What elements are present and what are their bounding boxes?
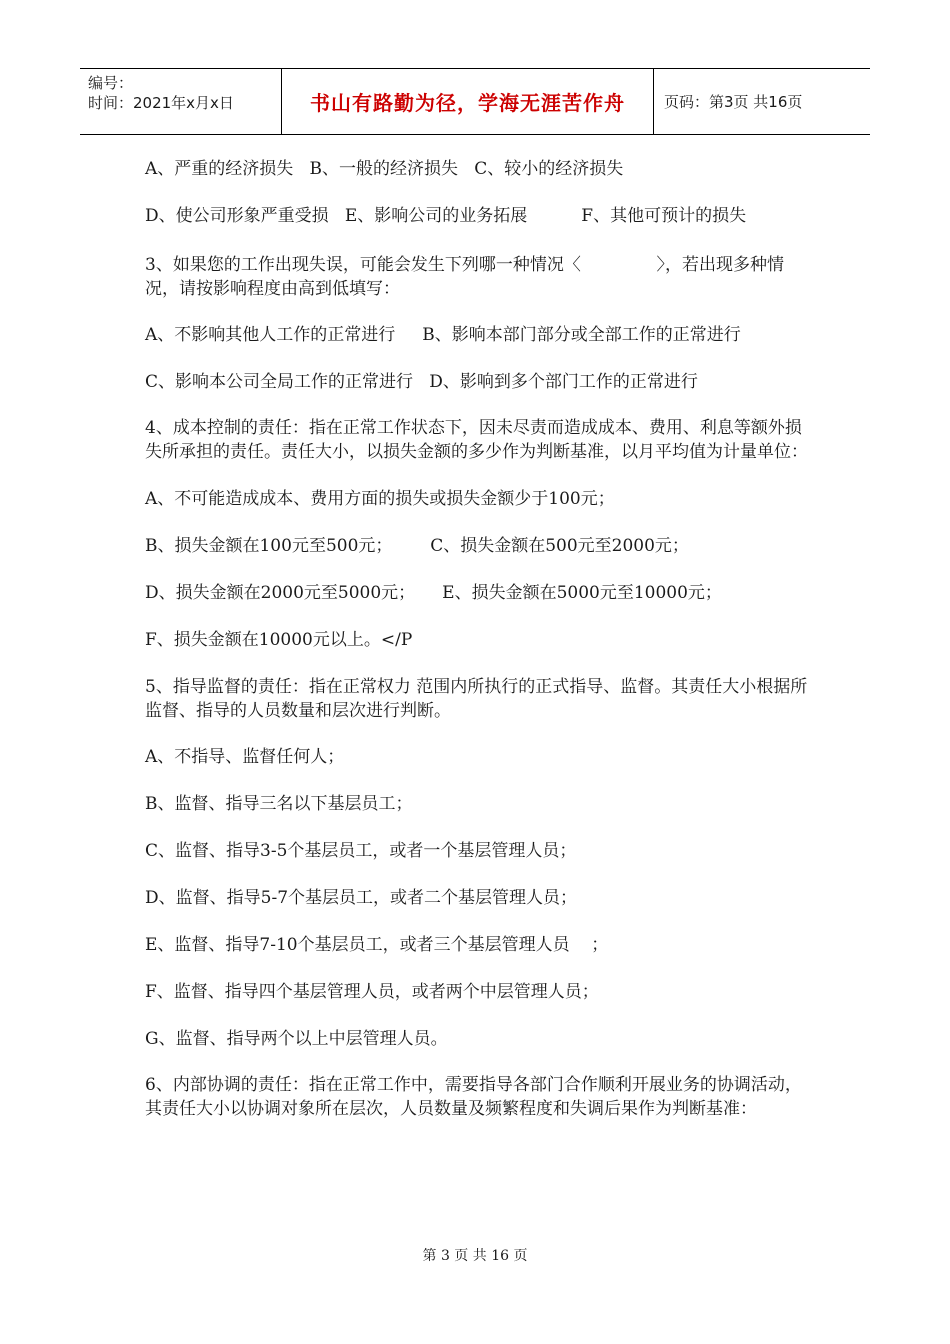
paragraph: A、严重的经济损失 B、一般的经济损失 C、较小的经济损失 <box>145 159 624 179</box>
paragraph: G、监督、指导两个以上中层管理人员。 <box>145 1029 448 1049</box>
paragraph: F、损失金额在10000元以上。</P <box>145 630 413 650</box>
header-meta-cell <box>80 69 282 134</box>
header-motto: 书山有路勤为径，学海无涯苦作舟 <box>282 69 654 134</box>
paragraph: A、不可能造成成本、费用方面的损失或损失金额少于100元； <box>145 489 615 509</box>
serial-number-label: 编号： <box>88 74 134 92</box>
paragraph: F、监督、指导四个基层管理人员，或者两个中层管理人员； <box>145 982 599 1002</box>
document-body <box>145 157 810 1121</box>
paragraph: A、不影响其他人工作的正常进行 B、影响本部门部分或全部工作的正常进行 <box>145 325 741 345</box>
paragraph: D、使公司形象严重受损 E、影响公司的业务拓展 F、其他可预计的损失 <box>145 206 747 226</box>
paragraph: B、监督、指导三名以下基层员工； <box>145 794 413 814</box>
page-header <box>80 68 870 135</box>
paragraph: E、监督、指导7-10个基层员工，或者三个基层管理人员 ； <box>145 935 609 955</box>
paragraph: D、损失金额在2000元至5000元； E、损失金额在5000元至10000元； <box>145 583 722 603</box>
paragraph: D、监督、指导5-7个基层员工，或者二个基层管理人员； <box>145 888 578 908</box>
paragraph: C、影响本公司全局工作的正常进行 D、影响到多个部门工作的正常进行 <box>145 372 698 392</box>
paragraph: C、监督、指导3-5个基层员工，或者一个基层管理人员； <box>145 841 577 861</box>
paragraph: 6、内部协调的责任：指在正常工作中，需要指导各部门合作顺利开展业务的协调活动，其责任大小以协调对象所在层次，人员数量及频繁程度和失调后果作为判断基准： <box>145 1075 802 1119</box>
paragraph: 5、指导监督的责任：指在正常权力 范围内所执行的正式指导、监督。其责任大小根据所监督、指导的人员数量和层次进行判断。 <box>145 677 808 721</box>
page-footer: 第 3 页 共 16 页 <box>422 1248 528 1264</box>
date-line: 时间：2021年x月x日 <box>88 94 234 112</box>
paragraph: 4、成本控制的责任：指在正常工作状态下，因未尽责而造成成本、费用、利息等额外损失所承担的责任。责任大小，以损失金额的多少作为判断基准，以月平均值为计量单位： <box>145 418 808 462</box>
header-page-info: 页码：第3页 共16页 <box>664 93 803 111</box>
paragraph: 3、如果您的工作出现失误，可能会发生下列哪一种情况〈 〉，若出现多种情况，请按影响程度由高到低填写： <box>145 255 784 299</box>
paragraph: A、不指导、监督任何人； <box>145 747 345 767</box>
paragraph: B、损失金额在100元至500元； C、损失金额在500元至2000元； <box>145 536 689 556</box>
